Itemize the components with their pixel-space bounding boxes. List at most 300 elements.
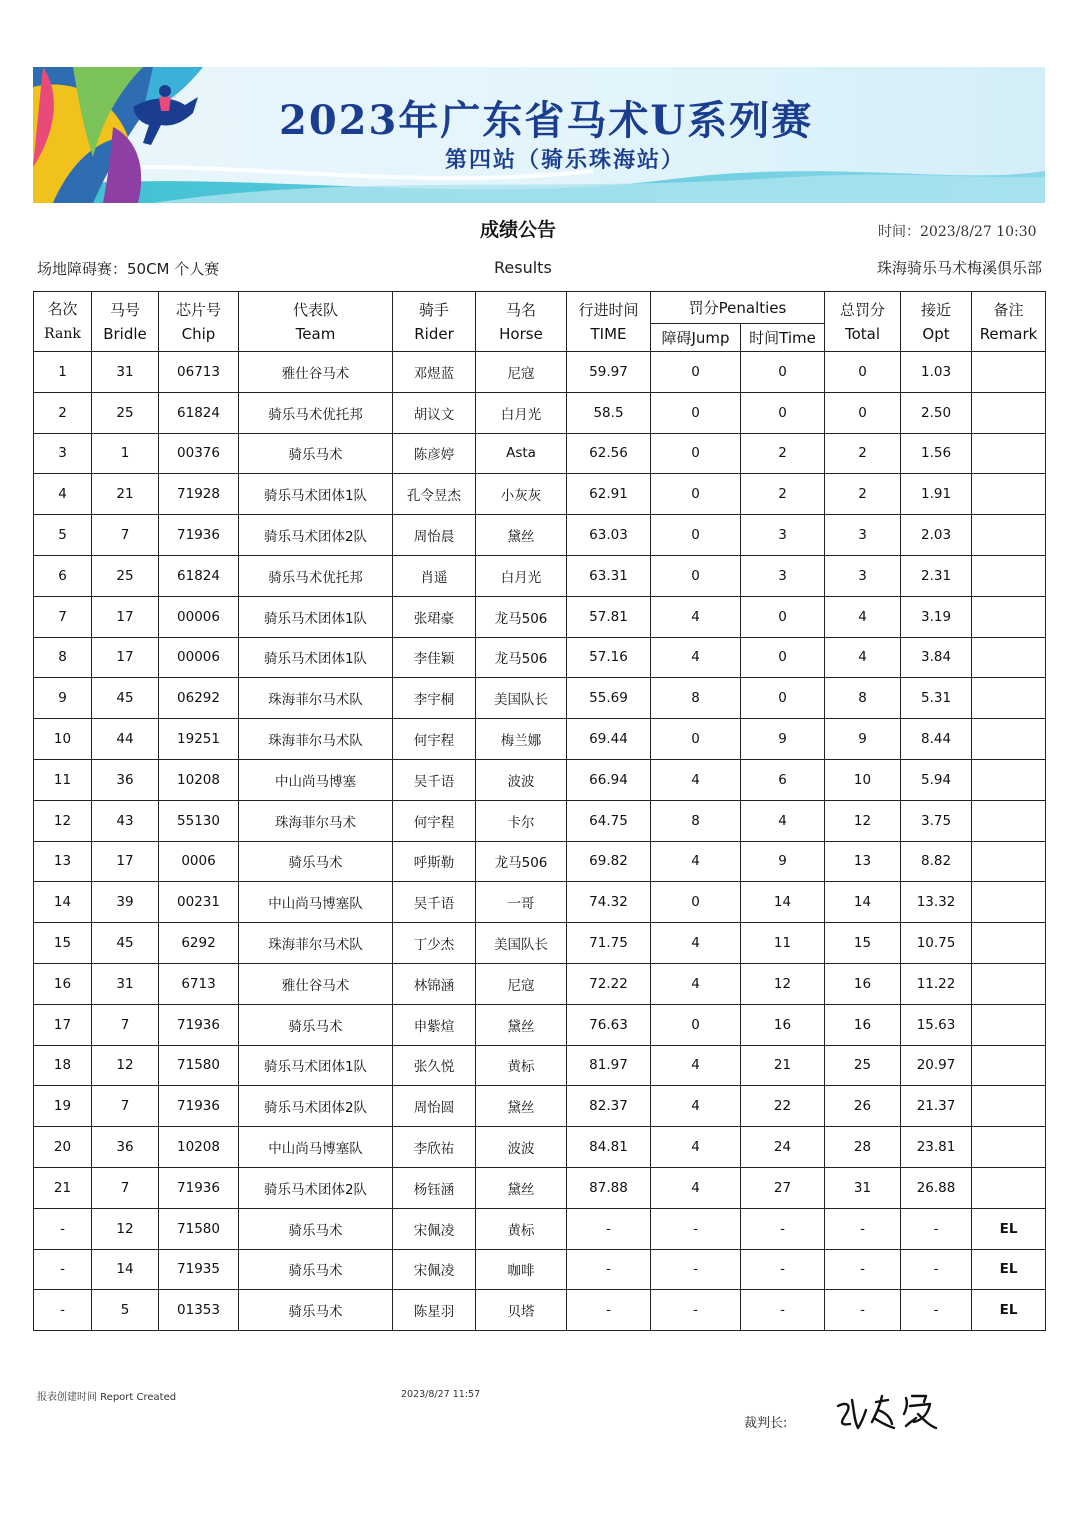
cell-total: 4 [825, 637, 901, 678]
cell-jump-penalty: 4 [651, 1127, 741, 1168]
cell-bridle: 21 [92, 474, 159, 515]
cell-rider: 丁少杰 [393, 923, 476, 964]
chief-judge-label: 裁判长: [744, 1416, 788, 1431]
cell-team: 骑乐马术 [239, 1249, 393, 1290]
col-team: 代表队 Team [239, 292, 393, 352]
cell-time: 55.69 [567, 678, 651, 719]
cell-horse: 白月光 [476, 555, 567, 596]
cell-rank: 4 [34, 474, 92, 515]
cell-bridle: 45 [92, 678, 159, 719]
cell-remark [972, 1167, 1046, 1208]
cell-horse: 美国队长 [476, 678, 567, 719]
table-row [34, 719, 1046, 760]
cell-total: 14 [825, 882, 901, 923]
cell-team: 骑乐马术团体1队 [239, 637, 393, 678]
cell-time-penalty: 16 [741, 1004, 825, 1045]
table-row [34, 352, 1046, 393]
cell-bridle: 12 [92, 1045, 159, 1086]
cell-team: 骑乐马术团体1队 [239, 596, 393, 637]
col-horse: 马名 Horse [476, 292, 567, 352]
col-time-penalty: 时间Time [741, 324, 825, 352]
cell-team: 骑乐马术团体1队 [239, 1045, 393, 1086]
cell-team: 珠海菲尔马术队 [239, 923, 393, 964]
cell-horse: 梅兰娜 [476, 719, 567, 760]
cell-rank: 5 [34, 515, 92, 556]
cell-total: 2 [825, 433, 901, 474]
cell-horse: 尼寇 [476, 352, 567, 393]
cell-opt: 8.82 [901, 841, 972, 882]
table-row [34, 923, 1046, 964]
cell-rank: 7 [34, 596, 92, 637]
table-row [34, 1290, 1046, 1331]
cell-remark [972, 759, 1046, 800]
results-body [34, 352, 1046, 1331]
cell-total: 3 [825, 555, 901, 596]
col-rank: 名次 Rank [34, 292, 92, 352]
cell-jump-penalty: 4 [651, 963, 741, 1004]
cell-opt: 20.97 [901, 1045, 972, 1086]
table-row [34, 963, 1046, 1004]
cell-time-penalty: 11 [741, 923, 825, 964]
cell-total: 25 [825, 1045, 901, 1086]
cell-rider: 吴千语 [393, 882, 476, 923]
cell-time-penalty: 0 [741, 678, 825, 719]
banner-subtitle: 第四站（骑乐珠海站） [445, 148, 686, 173]
cell-team: 珠海菲尔马术队 [239, 678, 393, 719]
cell-opt: 11.22 [901, 963, 972, 1004]
cell-opt: 23.81 [901, 1127, 972, 1168]
cell-horse: 黄标 [476, 1208, 567, 1249]
table-row [34, 474, 1046, 515]
table-row [34, 800, 1046, 841]
cell-time: 63.03 [567, 515, 651, 556]
report-created-label: 报表创建时间 Report Created [37, 1392, 177, 1403]
cell-chip: 6713 [159, 963, 239, 1004]
table-row [34, 555, 1046, 596]
cell-horse: 卡尔 [476, 800, 567, 841]
cell-horse: 黛丝 [476, 1167, 567, 1208]
cell-time: - [567, 1208, 651, 1249]
cell-chip: 61824 [159, 555, 239, 596]
cell-horse: 小灰灰 [476, 474, 567, 515]
col-total: 总罚分 Total [825, 292, 901, 352]
cell-horse: 美国队长 [476, 923, 567, 964]
table-row [34, 678, 1046, 719]
cell-rank: 6 [34, 555, 92, 596]
cell-jump-penalty: - [651, 1249, 741, 1290]
cell-rider: 胡议文 [393, 392, 476, 433]
cell-jump-penalty: 0 [651, 555, 741, 596]
cell-time-penalty: 4 [741, 800, 825, 841]
cell-time-penalty: 2 [741, 433, 825, 474]
cell-horse: 波波 [476, 759, 567, 800]
cell-rider: 吴千语 [393, 759, 476, 800]
cell-time-penalty: - [741, 1208, 825, 1249]
cell-time-penalty: 6 [741, 759, 825, 800]
col-penalties: 罚分Penalties [651, 292, 825, 324]
cell-rank: 12 [34, 800, 92, 841]
cell-opt: 5.94 [901, 759, 972, 800]
cell-jump-penalty: 4 [651, 637, 741, 678]
banner-title: 2023年广东省马术U系列赛 [279, 97, 814, 144]
cell-rider: 陈彦婷 [393, 433, 476, 474]
cell-rider: 呼斯勒 [393, 841, 476, 882]
cell-jump-penalty: 4 [651, 1045, 741, 1086]
cell-time: 59.97 [567, 352, 651, 393]
cell-chip: 19251 [159, 719, 239, 760]
cell-rank: 18 [34, 1045, 92, 1086]
cell-team: 骑乐马术优托邦 [239, 392, 393, 433]
cell-total: 8 [825, 678, 901, 719]
cell-bridle: 39 [92, 882, 159, 923]
cell-rank: - [34, 1290, 92, 1331]
table-row [34, 1004, 1046, 1045]
cell-time: 64.75 [567, 800, 651, 841]
cell-total: - [825, 1249, 901, 1290]
cell-time: 58.5 [567, 392, 651, 433]
cell-total: 28 [825, 1127, 901, 1168]
cell-remark [972, 1004, 1046, 1045]
cell-time: 66.94 [567, 759, 651, 800]
cell-opt: 3.75 [901, 800, 972, 841]
cell-total: - [825, 1208, 901, 1249]
cell-opt: 2.50 [901, 392, 972, 433]
table-row [34, 1086, 1046, 1127]
notice-title: 成绩公告 [480, 219, 557, 241]
cell-remark [972, 515, 1046, 556]
cell-total: 9 [825, 719, 901, 760]
cell-rank: 13 [34, 841, 92, 882]
cell-opt: 10.75 [901, 923, 972, 964]
table-row [34, 1249, 1046, 1290]
table-row [34, 1208, 1046, 1249]
cell-bridle: 7 [92, 1086, 159, 1127]
cell-time-penalty: 27 [741, 1167, 825, 1208]
cell-time-penalty: 9 [741, 841, 825, 882]
cell-chip: 55130 [159, 800, 239, 841]
cell-rank: 3 [34, 433, 92, 474]
cell-team: 骑乐马术 [239, 1290, 393, 1331]
cell-remark [972, 963, 1046, 1004]
cell-time: 76.63 [567, 1004, 651, 1045]
cell-horse: 龙马506 [476, 596, 567, 637]
cell-chip: 10208 [159, 759, 239, 800]
cell-rider: 申紫煊 [393, 1004, 476, 1045]
cell-bridle: 31 [92, 352, 159, 393]
col-chip: 芯片号 Chip [159, 292, 239, 352]
cell-time-penalty: 0 [741, 352, 825, 393]
cell-opt: - [901, 1208, 972, 1249]
cell-chip: 00006 [159, 596, 239, 637]
cell-time: 69.44 [567, 719, 651, 760]
table-row [34, 759, 1046, 800]
cell-total: 16 [825, 1004, 901, 1045]
cell-jump-penalty: 0 [651, 474, 741, 515]
cell-remark [972, 841, 1046, 882]
cell-rank: 16 [34, 963, 92, 1004]
cell-jump-penalty: 4 [651, 759, 741, 800]
cell-time: 63.31 [567, 555, 651, 596]
table-row [34, 392, 1046, 433]
cell-team: 骑乐马术团体1队 [239, 474, 393, 515]
cell-rider: 李欣祐 [393, 1127, 476, 1168]
cell-chip: 06713 [159, 352, 239, 393]
cell-bridle: 36 [92, 759, 159, 800]
cell-total: 26 [825, 1086, 901, 1127]
cell-bridle: 7 [92, 515, 159, 556]
cell-total: 2 [825, 474, 901, 515]
cell-rider: 李佳颖 [393, 637, 476, 678]
cell-remark [972, 474, 1046, 515]
cell-time-penalty: 12 [741, 963, 825, 1004]
cell-chip: 71935 [159, 1249, 239, 1290]
cell-remark: EL [972, 1249, 1046, 1290]
cell-team: 骑乐马术 [239, 1208, 393, 1249]
cell-horse: 黄标 [476, 1045, 567, 1086]
cell-jump-penalty: 0 [651, 392, 741, 433]
cell-bridle: 5 [92, 1290, 159, 1331]
cell-opt: 26.88 [901, 1167, 972, 1208]
cell-horse: 白月光 [476, 392, 567, 433]
cell-time: 87.88 [567, 1167, 651, 1208]
cell-bridle: 7 [92, 1167, 159, 1208]
table-row [34, 596, 1046, 637]
cell-jump-penalty: 4 [651, 841, 741, 882]
cell-time-penalty: - [741, 1249, 825, 1290]
cell-chip: 00006 [159, 637, 239, 678]
cell-chip: 71936 [159, 1167, 239, 1208]
cell-rider: 肖遥 [393, 555, 476, 596]
table-row [34, 1167, 1046, 1208]
cell-rider: 邓煜蓝 [393, 352, 476, 393]
cell-time: 57.81 [567, 596, 651, 637]
cell-time-penalty: 3 [741, 515, 825, 556]
cell-rider: 宋佩凌 [393, 1249, 476, 1290]
cell-remark [972, 555, 1046, 596]
cell-time-penalty: - [741, 1290, 825, 1331]
cell-remark [972, 1127, 1046, 1168]
cell-total: 15 [825, 923, 901, 964]
cell-rider: 周怡晨 [393, 515, 476, 556]
cell-team: 骑乐马术 [239, 1004, 393, 1045]
cell-jump-penalty: 4 [651, 1167, 741, 1208]
cell-horse: 贝塔 [476, 1290, 567, 1331]
cell-bridle: 17 [92, 841, 159, 882]
cell-total: 31 [825, 1167, 901, 1208]
cell-rank: 8 [34, 637, 92, 678]
cell-rank: - [34, 1249, 92, 1290]
cell-chip: 71928 [159, 474, 239, 515]
cell-chip: 71580 [159, 1208, 239, 1249]
cell-opt: 1.56 [901, 433, 972, 474]
cell-time: 84.81 [567, 1127, 651, 1168]
cell-bridle: 25 [92, 555, 159, 596]
cell-remark [972, 596, 1046, 637]
cell-rank: 15 [34, 923, 92, 964]
cell-bridle: 17 [92, 637, 159, 678]
cell-team: 中山尚马博塞队 [239, 1127, 393, 1168]
cell-bridle: 14 [92, 1249, 159, 1290]
cell-chip: 01353 [159, 1290, 239, 1331]
cell-rank: 11 [34, 759, 92, 800]
cell-opt: 2.31 [901, 555, 972, 596]
cell-time-penalty: 14 [741, 882, 825, 923]
cell-horse: 咖啡 [476, 1249, 567, 1290]
host-club: 珠海骑乐马术梅溪俱乐部 [876, 259, 1042, 277]
cell-chip: 71936 [159, 1086, 239, 1127]
cell-bridle: 45 [92, 923, 159, 964]
cell-bridle: 12 [92, 1208, 159, 1249]
cell-jump-penalty: - [651, 1208, 741, 1249]
cell-jump-penalty: 0 [651, 515, 741, 556]
cell-time: - [567, 1249, 651, 1290]
cell-team: 中山尚马博塞队 [239, 882, 393, 923]
cell-team: 骑乐马术 [239, 433, 393, 474]
cell-opt: 15.63 [901, 1004, 972, 1045]
cell-horse: 龙马506 [476, 841, 567, 882]
cell-remark [972, 678, 1046, 719]
cell-horse: 龙马506 [476, 637, 567, 678]
cell-jump-penalty: - [651, 1290, 741, 1331]
cell-time: 82.37 [567, 1086, 651, 1127]
cell-jump-penalty: 0 [651, 433, 741, 474]
cell-jump-penalty: 4 [651, 923, 741, 964]
cell-rider: 张珺豪 [393, 596, 476, 637]
cell-time-penalty: 0 [741, 392, 825, 433]
cell-team: 雅仕谷马术 [239, 963, 393, 1004]
cell-opt: 3.19 [901, 596, 972, 637]
cell-bridle: 43 [92, 800, 159, 841]
cell-horse: 黛丝 [476, 1004, 567, 1045]
cell-time: 74.32 [567, 882, 651, 923]
cell-bridle: 44 [92, 719, 159, 760]
cell-total: 10 [825, 759, 901, 800]
cell-total: 13 [825, 841, 901, 882]
cell-horse: 一哥 [476, 882, 567, 923]
cell-chip: 71936 [159, 515, 239, 556]
cell-remark [972, 1045, 1046, 1086]
cell-chip: 06292 [159, 678, 239, 719]
cell-opt: - [901, 1249, 972, 1290]
cell-time-penalty: 0 [741, 637, 825, 678]
cell-bridle: 25 [92, 392, 159, 433]
cell-rider: 张久悦 [393, 1045, 476, 1086]
cell-rank: 1 [34, 352, 92, 393]
event-name: 场地障碍赛：50CM 个人赛 [37, 260, 220, 278]
cell-remark [972, 923, 1046, 964]
cell-jump-penalty: 0 [651, 352, 741, 393]
judge-signature [832, 1392, 942, 1434]
cell-total: 0 [825, 392, 901, 433]
cell-bridle: 36 [92, 1127, 159, 1168]
cell-rider: 李宇桐 [393, 678, 476, 719]
cell-chip: 00231 [159, 882, 239, 923]
cell-remark [972, 800, 1046, 841]
cell-horse: 波波 [476, 1127, 567, 1168]
table-row [34, 433, 1046, 474]
cell-bridle: 7 [92, 1004, 159, 1045]
cell-chip: 6292 [159, 923, 239, 964]
cell-horse: 黛丝 [476, 515, 567, 556]
cell-horse: Asta [476, 433, 567, 474]
cell-total: 3 [825, 515, 901, 556]
col-time: 行进时间 TIME [567, 292, 651, 352]
cell-time: 62.91 [567, 474, 651, 515]
cell-total: 0 [825, 352, 901, 393]
cell-total: 4 [825, 596, 901, 637]
cell-time-penalty: 0 [741, 596, 825, 637]
cell-time-penalty: 24 [741, 1127, 825, 1168]
cell-rank: 9 [34, 678, 92, 719]
cell-opt: 2.03 [901, 515, 972, 556]
cell-rank: 2 [34, 392, 92, 433]
cell-jump-penalty: 0 [651, 1004, 741, 1045]
table-row [34, 882, 1046, 923]
cell-jump-penalty: 4 [651, 596, 741, 637]
results-heading: Results [494, 258, 552, 277]
cell-opt: 13.32 [901, 882, 972, 923]
cell-rank: 21 [34, 1167, 92, 1208]
table-row [34, 515, 1046, 556]
col-rider: 骑手 Rider [393, 292, 476, 352]
cell-team: 珠海菲尔马术队 [239, 719, 393, 760]
cell-remark [972, 882, 1046, 923]
report-time: 时间：2023/8/27 10:30 [878, 224, 1037, 240]
cell-remark: EL [972, 1290, 1046, 1331]
cell-time: 62.56 [567, 433, 651, 474]
cell-rank: 20 [34, 1127, 92, 1168]
cell-team: 骑乐马术优托邦 [239, 555, 393, 596]
cell-opt: 1.03 [901, 352, 972, 393]
cell-time-penalty: 9 [741, 719, 825, 760]
cell-remark [972, 392, 1046, 433]
cell-opt: 21.37 [901, 1086, 972, 1127]
cell-team: 珠海菲尔马术 [239, 800, 393, 841]
cell-remark [972, 1086, 1046, 1127]
cell-time: 69.82 [567, 841, 651, 882]
cell-rank: 14 [34, 882, 92, 923]
cell-rider: 周怡圆 [393, 1086, 476, 1127]
table-row [34, 1127, 1046, 1168]
table-row [34, 637, 1046, 678]
cell-rider: 何宇程 [393, 719, 476, 760]
cell-bridle: 1 [92, 433, 159, 474]
cell-team: 骑乐马术 [239, 841, 393, 882]
cell-opt: 1.91 [901, 474, 972, 515]
cell-time: - [567, 1290, 651, 1331]
cell-team: 骑乐马术团体2队 [239, 1167, 393, 1208]
cell-remark [972, 637, 1046, 678]
cell-remark [972, 352, 1046, 393]
cell-chip: 0006 [159, 841, 239, 882]
cell-rider: 林锦涵 [393, 963, 476, 1004]
cell-opt: 5.31 [901, 678, 972, 719]
col-jump: 障碍Jump [651, 324, 741, 352]
cell-rider: 何宇程 [393, 800, 476, 841]
cell-opt: - [901, 1290, 972, 1331]
cell-bridle: 31 [92, 963, 159, 1004]
cell-chip: 71936 [159, 1004, 239, 1045]
cell-horse: 黛丝 [476, 1086, 567, 1127]
cell-rider: 杨钰涵 [393, 1167, 476, 1208]
col-bridle: 马号 Bridle [92, 292, 159, 352]
header-row [34, 292, 1046, 324]
cell-team: 骑乐马术团体2队 [239, 1086, 393, 1127]
cell-jump-penalty: 8 [651, 800, 741, 841]
cell-remark [972, 719, 1046, 760]
cell-chip: 71580 [159, 1045, 239, 1086]
cell-time-penalty: 22 [741, 1086, 825, 1127]
